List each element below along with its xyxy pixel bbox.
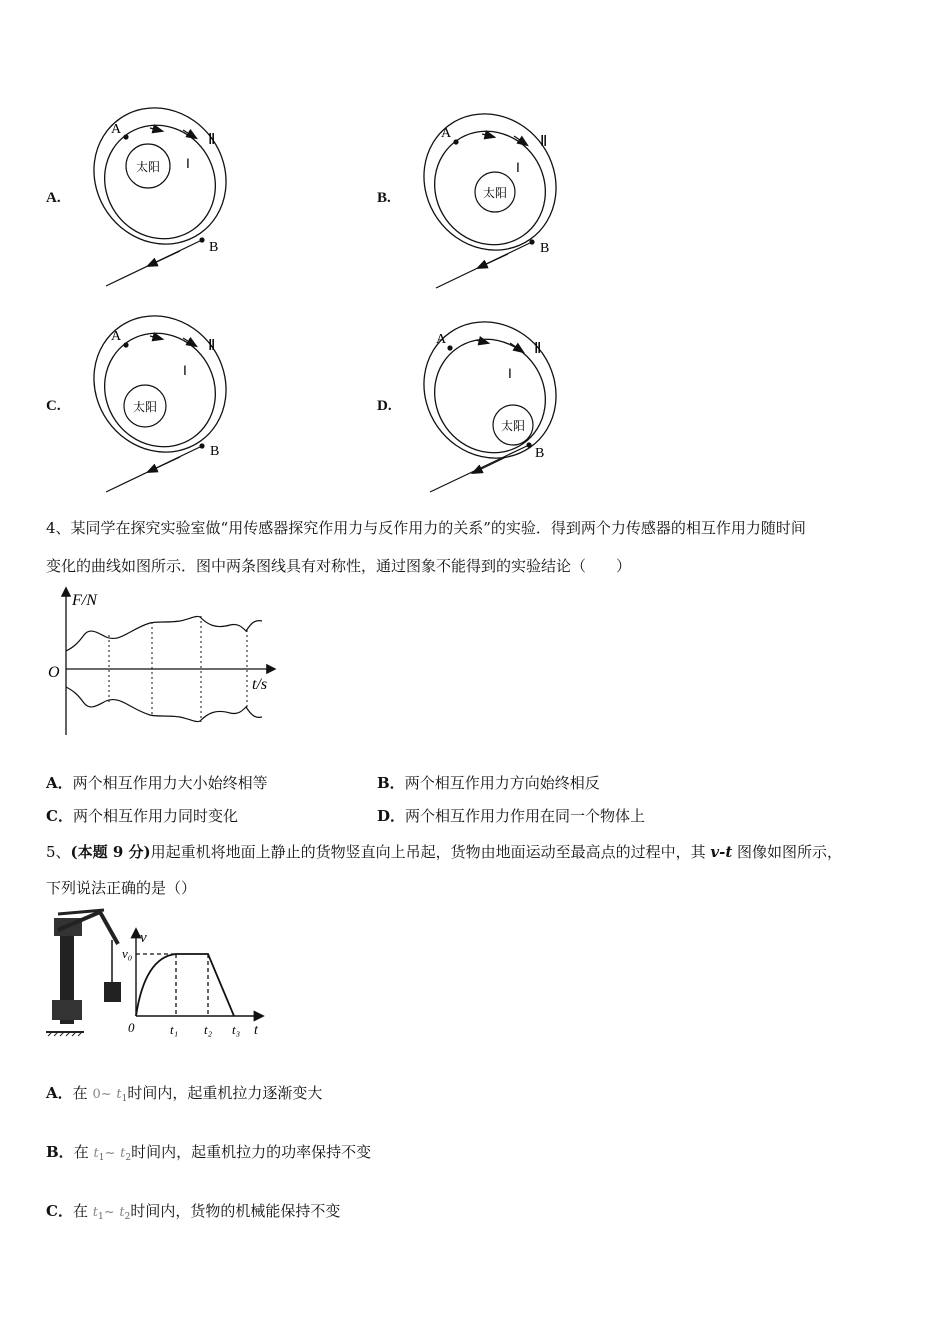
svg-text:Ⅰ: Ⅰ: [516, 160, 520, 175]
force-curve-top: [66, 616, 262, 651]
svg-text:t/s: t/s: [252, 676, 268, 693]
svg-text:B: B: [209, 240, 219, 255]
svg-text:t₁: t₁: [170, 1022, 179, 1037]
point-a: [123, 134, 128, 139]
svg-text:Ⅱ: Ⅱ: [540, 134, 548, 150]
svg-text:Ⅰ: Ⅰ: [186, 156, 190, 171]
option-a-label[interactable]: A.: [46, 190, 61, 206]
option-b-label[interactable]: B.: [377, 190, 391, 206]
q5-option-c[interactable]: C．在 $t_1\sim$ $t_2$时间内，货物的机械能保持不变: [46, 1202, 341, 1222]
svg-text:太阳: 太阳: [132, 400, 158, 414]
sun-label: 太阳: [135, 160, 161, 174]
svg-text:O: O: [48, 664, 60, 681]
q5-stem-line2: 下列说法正确的是（）: [46, 879, 197, 897]
svg-text:B: B: [540, 241, 550, 256]
orbit-option-a: [67, 82, 252, 286]
svg-text:t₃: t₃: [232, 1022, 241, 1037]
orbit-figures: [0, 0, 950, 500]
force-curve-bottom: [66, 687, 262, 722]
orbit-option-c: [67, 290, 252, 492]
option-d-label[interactable]: D.: [377, 398, 392, 414]
option-c-label[interactable]: C.: [46, 398, 61, 414]
svg-text:0: 0: [128, 1020, 135, 1035]
crane-image: [46, 908, 126, 1038]
q5-option-b[interactable]: B．在 $t_1\sim$ $t_2$时间内，起重机拉力的功率保持不变: [46, 1143, 372, 1163]
q4-option-a[interactable]: A．两个相互作用力大小始终相等: [46, 774, 268, 792]
force-time-graph: [40, 585, 290, 745]
vt-curve: [136, 954, 234, 1016]
svg-text:Ⅱ: Ⅱ: [208, 338, 216, 354]
svg-text:A: A: [111, 329, 122, 344]
svg-text:t: t: [254, 1023, 258, 1038]
svg-text:太阳: 太阳: [482, 186, 508, 200]
q5-stem-line1: 5、(本题 9 分)用起重机将地面上静止的货物竖直向上吊起，货物由地面运动至最高点的过程中，其 v-t 图像如图所示，: [46, 843, 843, 861]
svg-text:A: A: [111, 122, 122, 137]
orbit-option-d: [397, 296, 582, 492]
q4-stem-line1: 4、某同学在探究实验室做“用传感器探究作用力与反作用力的关系”的实验．得到两个力传感器的相互作用力随时间: [46, 519, 806, 537]
orbit-option-b: [397, 88, 582, 288]
svg-text:Ⅱ: Ⅱ: [208, 132, 216, 148]
svg-text:Ⅱ: Ⅱ: [534, 341, 542, 357]
svg-text:F/N: F/N: [72, 592, 97, 609]
svg-text:B: B: [535, 446, 545, 461]
svg-text:A: A: [441, 126, 452, 141]
svg-text:Ⅰ: Ⅰ: [508, 366, 512, 381]
q4-option-c[interactable]: C．两个相互作用力同时变化: [46, 807, 238, 825]
svg-text:Ⅰ: Ⅰ: [183, 363, 187, 378]
q4-option-d[interactable]: D．两个相互作用力作用在同一个物体上: [377, 807, 646, 825]
svg-text:太阳: 太阳: [500, 419, 526, 433]
q4-option-b[interactable]: B．两个相互作用力方向始终相反: [377, 774, 600, 792]
svg-text:A: A: [436, 332, 447, 347]
vt-graph: [122, 926, 272, 1038]
svg-text:t₂: t₂: [204, 1022, 213, 1037]
q4-stem-line2: 变化的曲线如图所示．图中两条图线具有对称性，通过图象不能得到的实验结论（ ）: [46, 557, 632, 575]
svg-text:v₀: v₀: [122, 946, 133, 961]
svg-text:B: B: [210, 444, 220, 459]
q5-option-a[interactable]: A．在 0~ $t_1$时间内，起重机拉力逐渐变大: [46, 1084, 323, 1104]
svg-text:v: v: [140, 930, 147, 946]
